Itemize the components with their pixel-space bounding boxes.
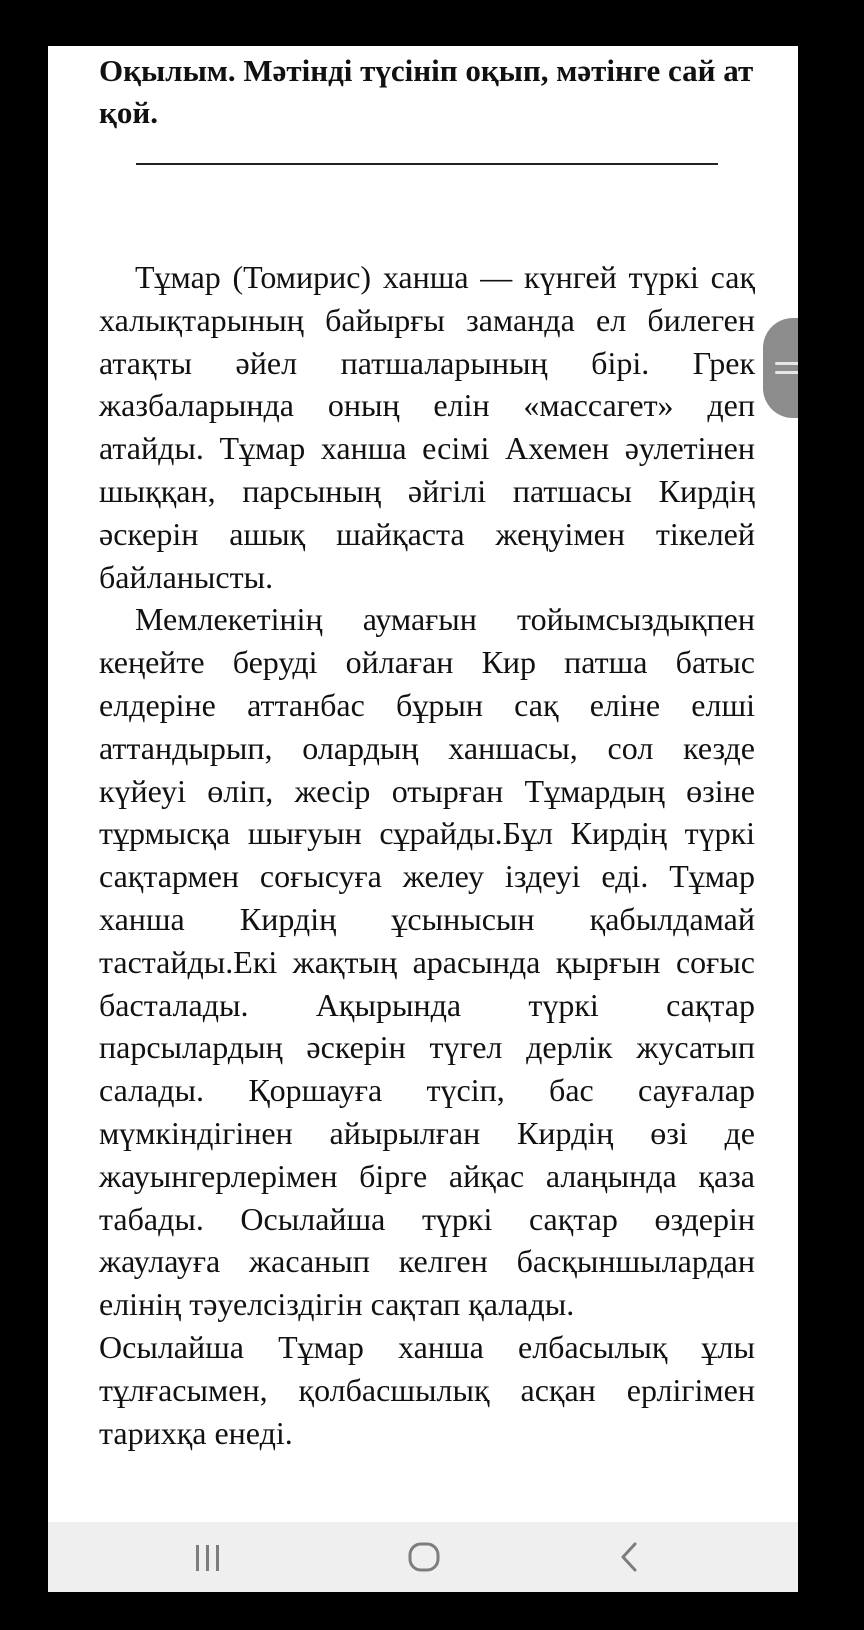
back-button[interactable] (570, 1522, 690, 1592)
paragraph-2: Мемлекетінің аумағын тойымсыздықпен кеңейте беруді ойлаған Кир патша батыс елдеріне аттанбас бұрын сақ еліне елші аттандырып, олардың ханшасы, сол кезде күйеуі өліп, жесір отырған Тұмардың өзіне тұрмысқа шығуын сұрайды.Бұл Кирдің түркі сақтармен соғысуға желеу іздеуі еді. Тұмар ханша Кирдің ұсынысын қабылдамай тастайды.Екі жақтың арасында қырғын соғыс басталады. Ақырында түркі сақтар парсылардың әскерін түгел дерлік жусатып салады. Қоршауға түсіп, бас сауғалар мүмкіндігінен айырылған Кирдің өзі де жауынгерлерімен бірге айқас алаңында қаза табады. Осылайша түркі сақтар өздерін жаулауға жасанып келген басқыншылардан елінің тәуелсіздігін сақтап қалады. (99, 601, 755, 1323)
paragraph-1: Тұмар (Томирис) ханша — күнгей түркі сақ халықтарының байырғы заманда ел билеген атақты әйел патшаларының бірі. Грек жазбаларында оның елін «массагет» деп атайды. Тұмар ханша есімі Ахемен әулетінен шыққан, парсының әйгілі патшасы Кирдің әскерін ашық шайқаста жеңуімен тікелей байланысты. (99, 259, 755, 595)
navigation-bar (48, 1522, 798, 1592)
back-icon (615, 1540, 645, 1574)
scroll-handle[interactable] (763, 318, 798, 418)
task-heading: Оқылым. Мәтінді түсініп оқып, мәтінге сай ат қой. (99, 53, 754, 130)
document-page (48, 46, 798, 1522)
title-answer-line (136, 163, 718, 165)
document-content (99, 46, 755, 1451)
home-icon (406, 1539, 442, 1575)
recent-apps-icon (191, 1540, 225, 1574)
paragraph-3: Осылайша Тұмар ханша елбасылық ұлы тұлғасымен, қолбасшылық асқан ерлігімен тарихқа енеді. (99, 1328, 755, 1451)
home-button[interactable] (364, 1522, 484, 1592)
recent-apps-button[interactable] (148, 1522, 268, 1592)
reading-text (99, 256, 755, 1454)
